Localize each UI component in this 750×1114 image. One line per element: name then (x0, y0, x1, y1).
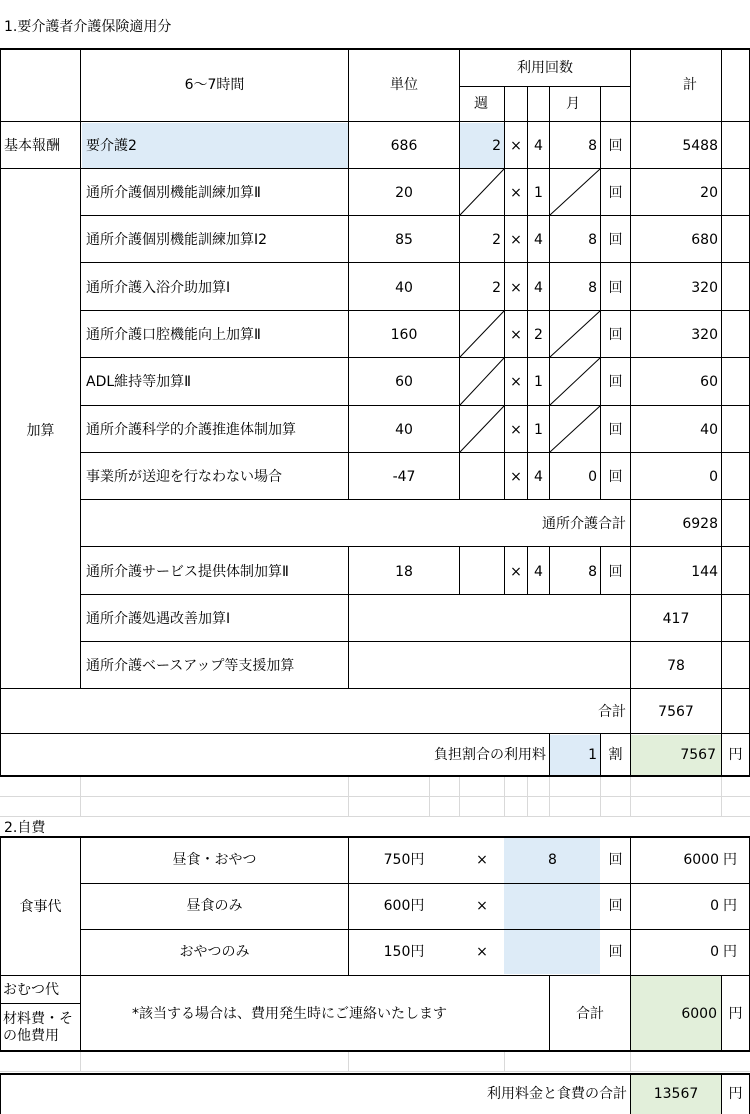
meal-price: 150円 (383, 944, 425, 960)
row-kai: 回 (608, 422, 623, 438)
header-time: 6～7時間 (184, 77, 245, 93)
row-kai: 回 (608, 374, 623, 390)
section1-title: 1.要介護者介護保険適用分 (4, 19, 172, 35)
row-name: 通所介護個別機能訓練加算Ⅱ (86, 185, 261, 201)
meal-total: 0 (710, 944, 719, 960)
grid-line (504, 1052, 505, 1072)
basic-mult: 4 (534, 138, 543, 154)
service-unit: 18 (395, 564, 413, 580)
meal-label: 食事代 (19, 899, 62, 915)
row-unit: 40 (395, 422, 413, 438)
burden-yen: 円 (728, 747, 743, 763)
meal-kai: 回 (608, 944, 623, 960)
header-total: 計 (683, 77, 697, 93)
burden-wari: 割 (608, 747, 623, 763)
grid-line (0, 816, 750, 817)
meal-times: × (476, 852, 488, 868)
grand-yen: 円 (728, 1086, 743, 1102)
row-unit: 60 (395, 374, 413, 390)
shogu-name: 通所介護処遇改善加算Ⅰ (86, 611, 231, 627)
service-times: × (510, 564, 522, 580)
meal-total: 6000 (683, 852, 719, 868)
burden-rate: 1 (588, 747, 597, 763)
row-name: 通所介護科学的介護推進体制加算 (86, 422, 296, 438)
header-count: 利用回数 (517, 60, 573, 76)
row-kai: 回 (608, 469, 623, 485)
row-unit: -47 (392, 469, 416, 485)
meal-times: × (476, 898, 488, 914)
row-kai: 回 (608, 185, 623, 201)
baseup-total: 78 (667, 658, 685, 674)
row-name: ADL維持等加算Ⅱ (86, 374, 192, 390)
other-label-2: の他費用 (3, 1028, 59, 1044)
meal-yen: 円 (723, 898, 737, 914)
meal-price: 750円 (383, 852, 425, 868)
header-unit: 単位 (390, 77, 418, 93)
row-border (0, 1003, 80, 1004)
grid-line (459, 777, 460, 817)
row-mult: 1 (534, 422, 543, 438)
sum-label: 合計 (598, 704, 626, 720)
basic-label: 基本報酬 (4, 138, 60, 154)
basic-name: 要介護2 (86, 138, 137, 154)
row-border (80, 883, 750, 884)
meal-name: おやつのみ (179, 944, 250, 960)
other-note: *該当する場合は、費用発生時にご連絡いたします (132, 1006, 447, 1022)
basic-week: 2 (492, 138, 501, 154)
section2-sum: 6000 (681, 1006, 717, 1022)
row-total: 0 (709, 469, 718, 485)
service-kai: 回 (608, 564, 623, 580)
subtotal-label: 通所介護合計 (542, 516, 626, 532)
row-mult: 2 (534, 327, 543, 343)
row-times: × (510, 280, 522, 296)
meal-count: 8 (548, 852, 557, 868)
meal-kai: 回 (608, 852, 623, 868)
row-mult: 1 (534, 185, 543, 201)
row-name: 通所介護個別機能訓練加算Ⅰ2 (86, 232, 268, 248)
header-week: 週 (474, 96, 488, 112)
other-label-1: 材料費・そ (3, 1011, 73, 1027)
shogu-total: 417 (662, 611, 690, 627)
row-unit: 40 (395, 280, 413, 296)
basic-kai: 回 (608, 138, 623, 154)
meal-times: × (476, 944, 488, 960)
basic-total: 5488 (682, 138, 718, 154)
service-total: 144 (691, 564, 718, 580)
grand-top-border (0, 1073, 750, 1075)
kasan-label: 加算 (26, 423, 55, 439)
row-week: 2 (492, 232, 501, 248)
row-border (80, 929, 750, 930)
grid-line (630, 777, 631, 817)
grid-line (527, 777, 528, 817)
row-kai: 回 (608, 232, 623, 248)
row-times: × (510, 185, 522, 201)
row-kai: 回 (608, 280, 623, 296)
grid-line (630, 1052, 631, 1072)
row-total: 20 (700, 185, 718, 201)
table2-bottom-border (0, 1050, 750, 1052)
row-unit: 160 (390, 327, 418, 343)
grid-line (348, 1052, 349, 1072)
grid-line (0, 796, 750, 797)
row-border (0, 975, 750, 976)
basic-times: × (510, 138, 522, 154)
grid-line (80, 1052, 81, 1072)
service-name: 通所介護サービス提供体制加算Ⅱ (86, 564, 289, 580)
row-total: 60 (700, 374, 718, 390)
meal-name: 昼食のみ (186, 898, 243, 914)
row-name: 通所介護口腔機能向上加算Ⅱ (86, 327, 261, 343)
row-times: × (510, 374, 522, 390)
row-name: 通所介護入浴介助加算Ⅰ (86, 280, 231, 296)
row-kai: 回 (608, 327, 623, 343)
meal-price: 600円 (383, 898, 425, 914)
grid-line (504, 777, 505, 817)
row-total: 320 (691, 280, 718, 296)
section2-yen: 円 (728, 1006, 743, 1022)
diaper-label: おむつ代 (3, 982, 59, 998)
grid-line (80, 777, 81, 817)
row-unit: 20 (395, 185, 413, 201)
service-mult: 4 (534, 564, 543, 580)
section2-title: 2.自費 (4, 820, 46, 836)
grand-label: 利用料金と食費の合計 (487, 1086, 627, 1102)
meal-name: 昼食・おやつ (172, 852, 257, 868)
row-times: × (510, 232, 522, 248)
sum-value: 7567 (658, 704, 694, 720)
header-month: 月 (566, 96, 580, 112)
row-mult: 4 (534, 280, 543, 296)
table2-top-border (0, 836, 750, 838)
row-times: × (510, 422, 522, 438)
row-times: × (510, 327, 522, 343)
service-month: 8 (588, 564, 597, 580)
meal-yen: 円 (723, 852, 737, 868)
grid-line (348, 777, 349, 817)
row-month: 0 (588, 469, 597, 485)
grid-line (429, 777, 430, 817)
row-mult: 1 (534, 374, 543, 390)
burden-label: 負担割合の利用料 (434, 747, 546, 763)
row-month: 8 (588, 232, 597, 248)
grid-line (549, 777, 550, 817)
baseup-name: 通所介護ベースアップ等支援加算 (86, 658, 295, 674)
row-mult: 4 (534, 469, 543, 485)
grid-line (721, 777, 722, 817)
grand-total: 13567 (653, 1086, 699, 1102)
grid-line (0, 1071, 750, 1072)
burden-total: 7567 (680, 747, 716, 763)
table2-left-border (0, 836, 1, 1052)
row-mult: 4 (534, 232, 543, 248)
row-month: 8 (588, 280, 597, 296)
meal-total: 0 (710, 898, 719, 914)
subtotal-value: 6928 (682, 516, 718, 532)
basic-unit: 686 (390, 138, 418, 154)
basic-month: 8 (588, 138, 597, 154)
row-unit: 85 (395, 232, 413, 248)
meal-yen: 円 (723, 944, 737, 960)
row-name: 事業所が送迎を行なわない場合 (86, 469, 282, 485)
row-week: 2 (492, 280, 501, 296)
meal-kai: 回 (608, 898, 623, 914)
row-times: × (510, 469, 522, 485)
row-total: 40 (700, 422, 718, 438)
row-total: 320 (691, 327, 718, 343)
section2-sum-label: 合計 (576, 1006, 604, 1022)
row-total: 680 (691, 232, 718, 248)
grid-line (600, 777, 601, 817)
